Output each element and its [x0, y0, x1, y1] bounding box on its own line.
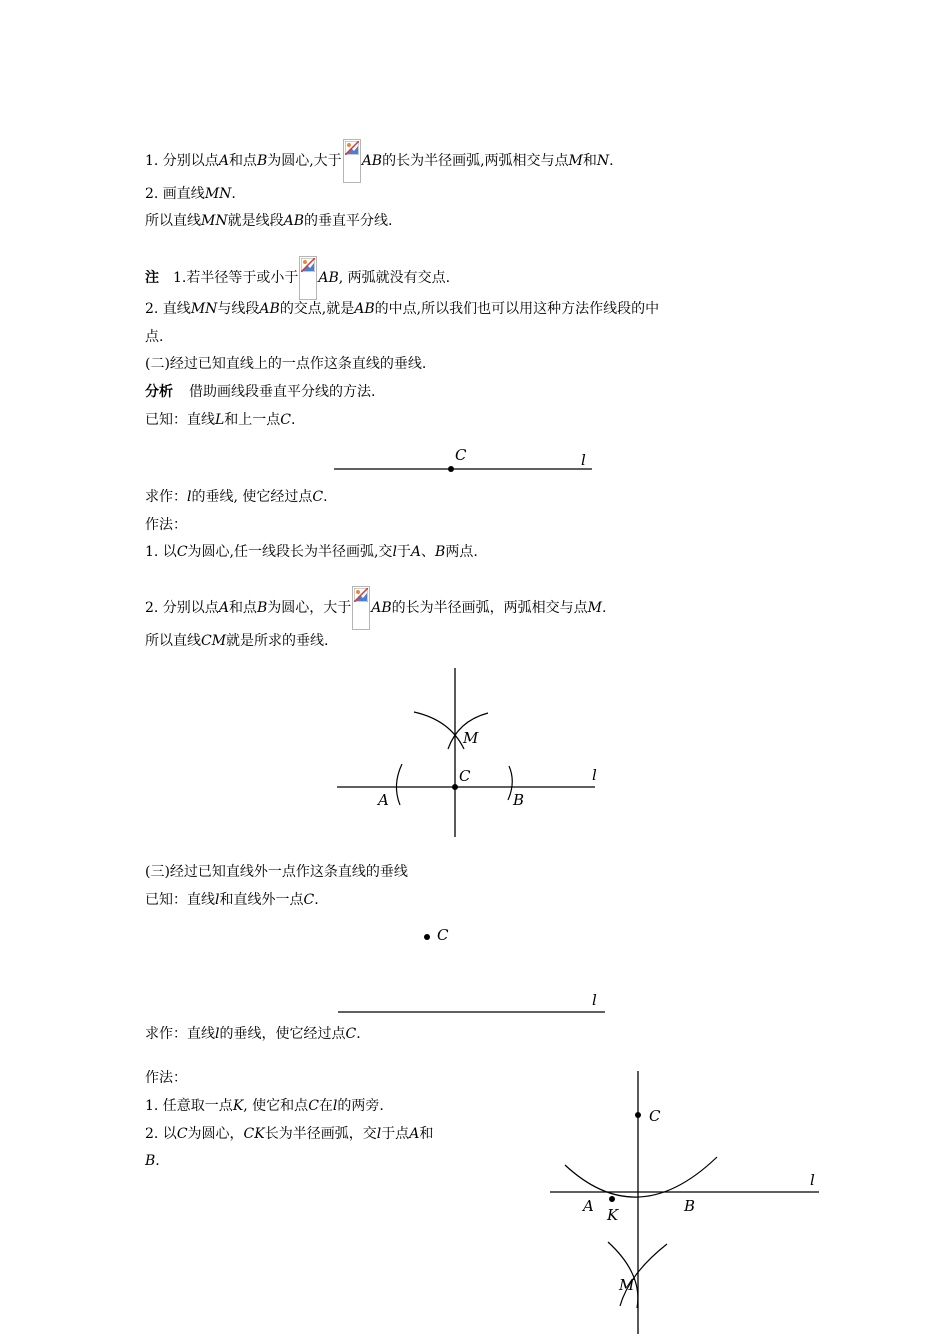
point-k — [609, 1196, 615, 1202]
figure-perpendicular-through-point-on-line — [330, 665, 610, 845]
arc-from-c — [565, 1157, 717, 1197]
sec2-method: 作法： — [145, 517, 187, 533]
label-b: B — [513, 791, 525, 809]
point-c — [424, 934, 430, 940]
sec3-method-1: 1. 任意取一点K, 使它和点C在l的两旁. — [145, 1098, 384, 1114]
label-l: l — [592, 991, 597, 1009]
label-a: A — [378, 791, 389, 809]
sec2-required: 求作：l的垂线, 使它经过点C. — [145, 489, 328, 505]
step-3: 所以直线MN就是线段AB的垂直平分线. — [145, 213, 393, 229]
label-l: l — [810, 1171, 815, 1189]
section-3-title: (三)经过已知直线外一点作这条直线的垂线 — [145, 864, 408, 880]
sec3-required: 求作：直线l的垂线，使它经过点C. — [145, 1026, 361, 1042]
sec2-conclusion: 所以直线CM就是所求的垂线. — [145, 633, 329, 649]
note-2-cont: 点. — [145, 329, 164, 345]
figure-point-off-line — [330, 918, 615, 1018]
section-2-title: (二)经过已知直线上的一点作这条直线的垂线. — [145, 356, 427, 372]
label-l: l — [581, 451, 586, 469]
point-c — [448, 466, 454, 472]
label-c: C — [455, 446, 467, 464]
figure-perpendicular-from-point-off-line — [545, 1068, 830, 1338]
arc-from-a — [414, 712, 464, 749]
sec2-method-1: 1. 以C为圆心,任一线段长为半径画弧,交l于A、B两点. — [145, 544, 478, 560]
sec2-method-2: 2. 分别以点A和点B为圆心，大于 AB的长为半径画弧，两弧相交与点M. — [145, 586, 606, 630]
arc-at-a — [396, 764, 402, 805]
point-c — [635, 1112, 641, 1118]
label-c: C — [459, 767, 471, 785]
label-c: C — [437, 926, 449, 944]
note-2: 2. 直线MN与线段AB的交点,就是AB的中点,所以我们也可以用这种方法作线段的中 — [145, 301, 660, 317]
sec2-known: 已知：直线L和上一点C. — [145, 412, 296, 428]
broken-image-icon — [352, 586, 370, 630]
arc-from-b — [620, 1244, 667, 1306]
arc-at-b — [508, 766, 512, 800]
analysis: 分析 借助画线段垂直平分线的方法. — [145, 384, 376, 400]
label-m: M — [463, 729, 479, 747]
broken-image-icon — [343, 139, 361, 183]
sec3-known: 已知：直线l和直线外一点C. — [145, 892, 319, 908]
label-c: C — [649, 1107, 661, 1125]
figure-line-with-point — [330, 440, 600, 480]
label-m: M — [619, 1276, 635, 1294]
point-c — [452, 784, 458, 790]
label-l: l — [592, 766, 597, 784]
sec3-method: 作法： — [145, 1070, 187, 1086]
label-b: B — [684, 1197, 696, 1215]
sec3-method-2: 2. 以C为圆心，CK长为半径画弧，交l于点A和 — [145, 1126, 434, 1142]
label-a: A — [583, 1197, 594, 1215]
label-k: K — [607, 1206, 619, 1224]
step-2: 2. 画直线MN. — [145, 186, 236, 202]
note-1: 注 1.若半径等于或小于 AB, 两弧就没有交点. — [145, 256, 450, 300]
sec3-method-2-cont: B. — [145, 1153, 160, 1169]
broken-image-icon — [299, 256, 317, 300]
step-1: 1. 分别以点A和点B为圆心,大于 AB的长为半径画弧,两弧相交与点M和N. — [145, 139, 614, 183]
